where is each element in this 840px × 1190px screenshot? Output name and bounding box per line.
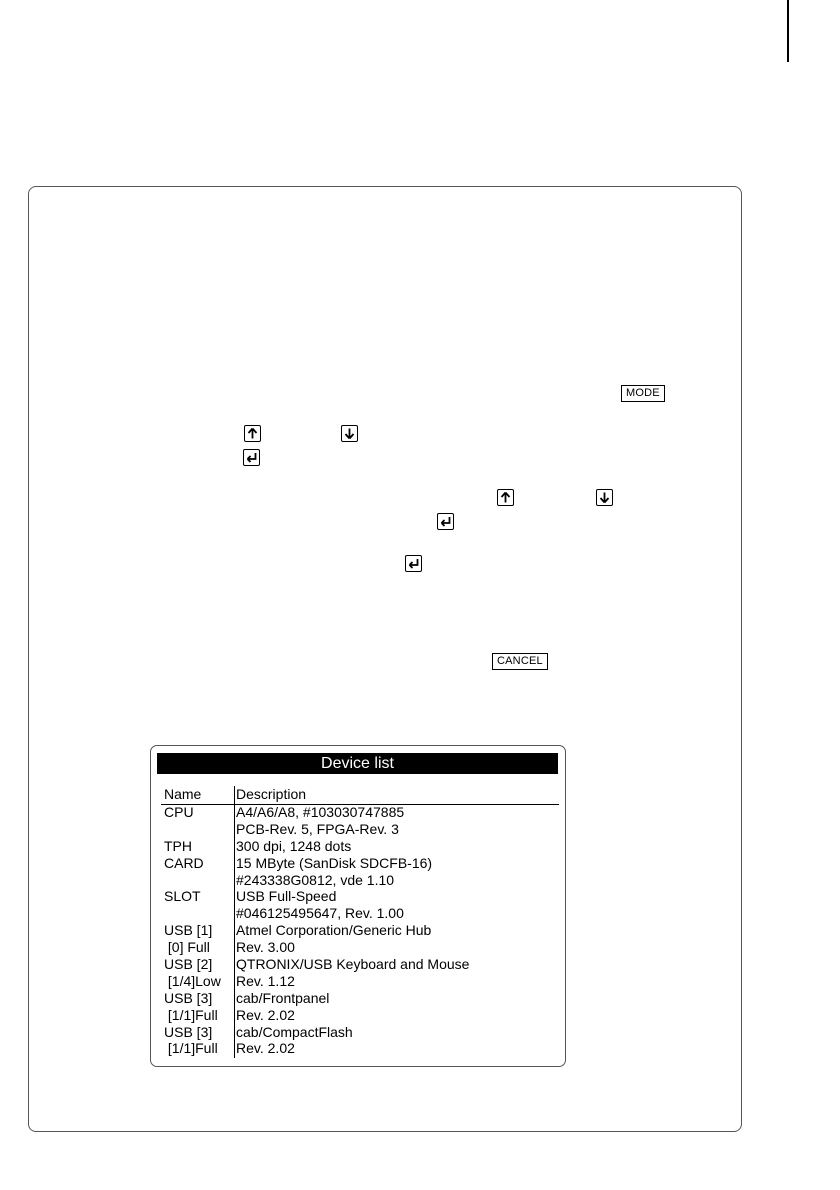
device-rows <box>151 804 567 1057</box>
device-row <box>151 821 567 838</box>
device-row <box>151 1040 567 1057</box>
device-name: TPH <box>164 837 192 854</box>
device-name: [0] Full <box>164 939 210 956</box>
name-column-header: Name <box>164 786 202 802</box>
device-description: USB Full-Speed <box>236 888 337 905</box>
device-description: A4/A6/A8, #103030747885 <box>236 804 405 820</box>
device-description: QTRONIX/USB Keyboard and Mouse <box>236 956 470 973</box>
device-name: USB [3] <box>164 1023 213 1040</box>
arrow-down-key-icon <box>341 425 358 442</box>
device-row <box>151 1007 567 1024</box>
device-name: SLOT <box>164 888 201 905</box>
mode-key <box>621 385 665 402</box>
enter-key-icon <box>405 555 422 572</box>
device-row <box>151 939 567 956</box>
device-name: USB [2] <box>164 956 213 973</box>
device-name: USB [1] <box>164 922 213 939</box>
arrow-down-key-icon <box>596 489 613 506</box>
device-name: CPU <box>164 804 194 820</box>
device-name: [1/4]Low <box>164 972 221 989</box>
cancel-key <box>492 653 548 670</box>
device-row <box>151 1024 567 1041</box>
device-description: #243338G0812, vde 1.10 <box>236 871 395 888</box>
device-name: USB [3] <box>164 989 213 1006</box>
device-description: Rev. 3.00 <box>236 939 295 956</box>
device-row <box>151 872 567 889</box>
device-row <box>151 905 567 922</box>
device-row <box>151 804 567 821</box>
device-row <box>151 956 567 973</box>
device-row <box>151 855 567 872</box>
device-description: PCB-Rev. 5, FPGA-Rev. 3 <box>236 820 399 837</box>
device-row <box>151 838 567 855</box>
cancel-key-label: CANCEL <box>497 655 543 667</box>
device-description: Atmel Corporation/Generic Hub <box>236 922 432 939</box>
enter-key-icon <box>243 449 260 466</box>
description-column-header: Description <box>236 786 307 802</box>
device-name: [1/1]Full <box>164 1040 218 1057</box>
arrow-up-key-icon <box>497 489 514 506</box>
device-description: cab/CompactFlash <box>236 1023 353 1040</box>
device-row <box>151 990 567 1007</box>
device-row <box>151 973 567 990</box>
enter-key-icon <box>437 513 454 530</box>
device-row <box>151 922 567 939</box>
device-list-display <box>150 745 566 1067</box>
device-description: 300 dpi, 1248 dots <box>236 837 352 854</box>
device-description: Rev. 1.12 <box>236 972 295 989</box>
device-description: Rev. 2.02 <box>236 1040 295 1057</box>
page-edge-marker <box>787 0 789 62</box>
arrow-up-key-icon <box>244 425 261 442</box>
device-description: Rev. 2.02 <box>236 1006 295 1023</box>
device-name: [1/1]Full <box>164 1006 218 1023</box>
device-description: 15 MByte (SanDisk SDCFB-16) <box>236 854 433 871</box>
device-list-title: Device list <box>157 753 558 774</box>
device-description: #046125495647, Rev. 1.00 <box>236 905 404 922</box>
device-row <box>151 888 567 905</box>
device-description: cab/Frontpanel <box>236 989 330 1006</box>
mode-key-label: MODE <box>626 387 660 399</box>
device-name: CARD <box>164 854 204 871</box>
